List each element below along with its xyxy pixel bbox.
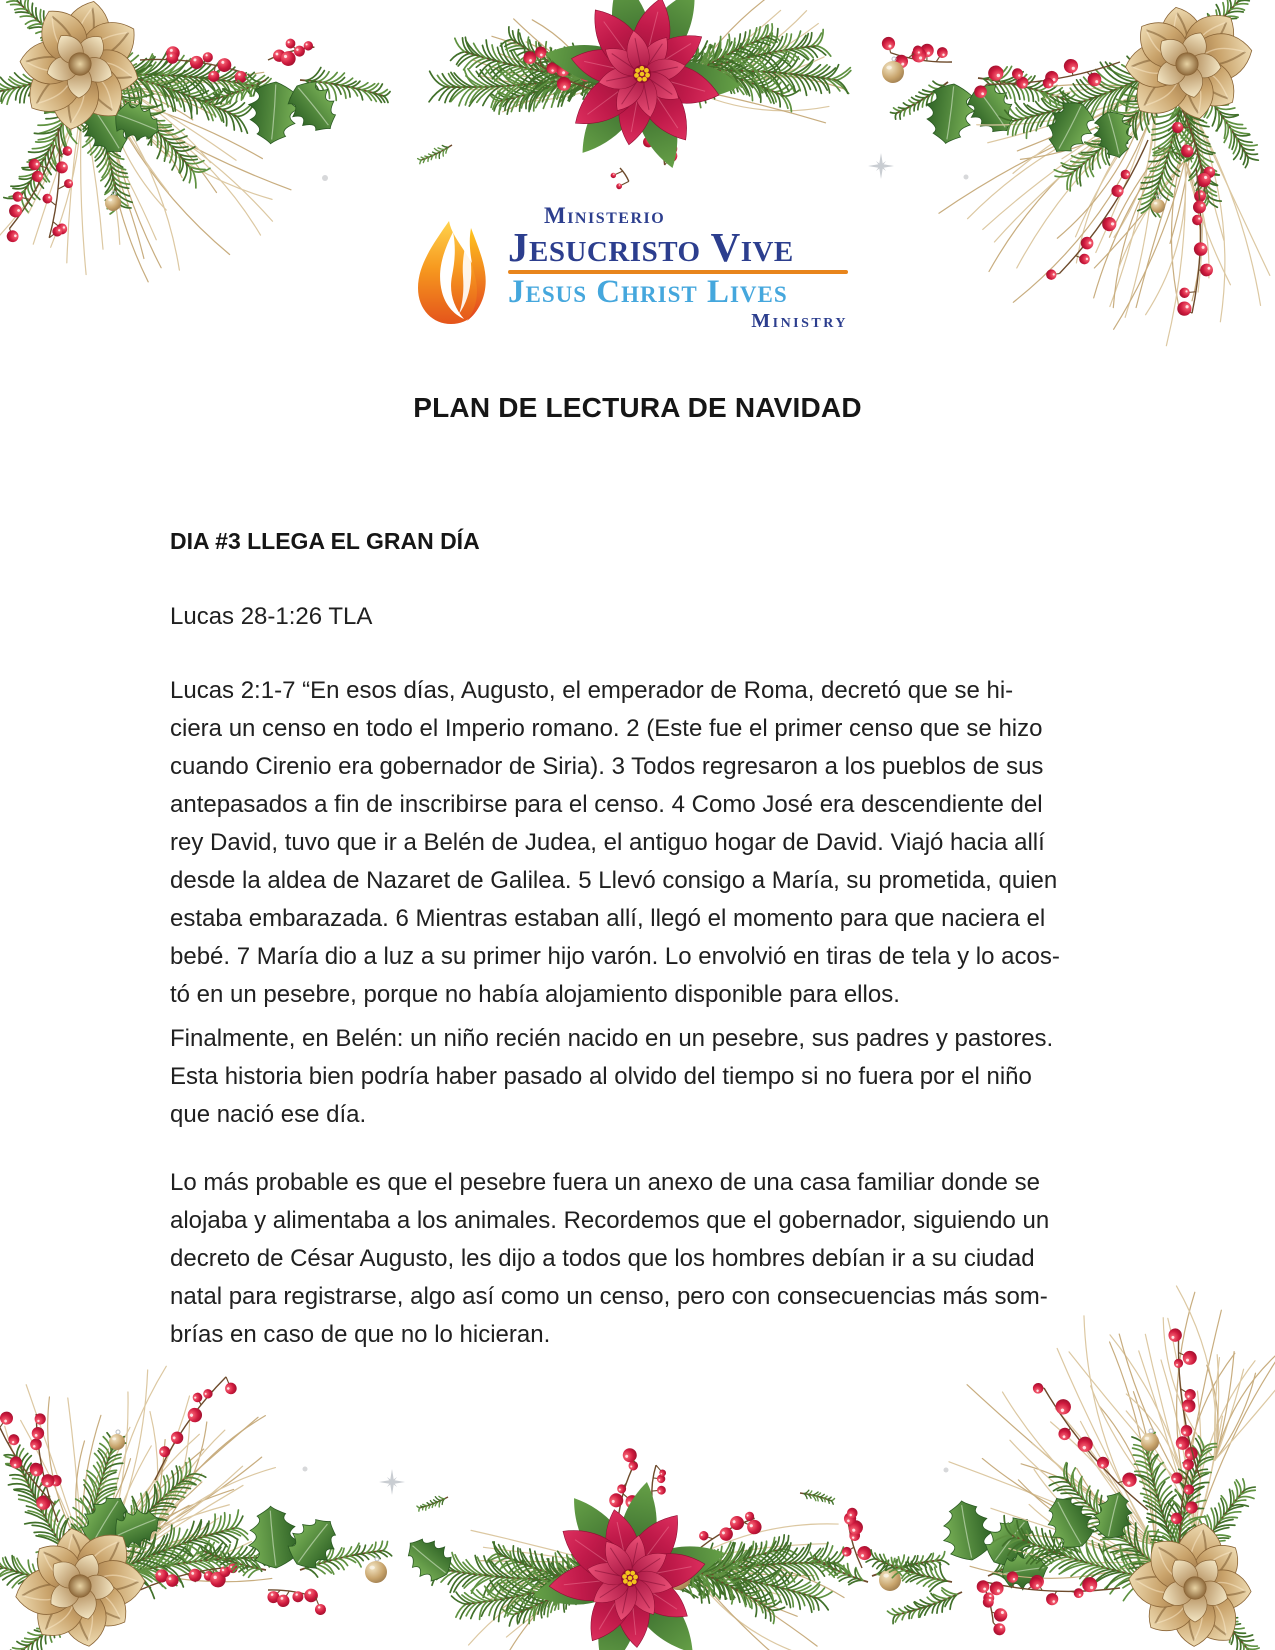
text-line: Finalmente, en Belén: un niño recién nacido en un pesebre, sus padres y pastores.	[170, 1025, 1054, 1052]
text-line: tó en un pesebre, porque no había alojamiento disponible para ellos.	[170, 981, 900, 1008]
tiny-dot-icon	[322, 175, 328, 181]
red-berries-icon	[0, 1408, 66, 1514]
logo-text	[508, 204, 848, 331]
document-title: PLAN DE LECTURA DE NAVIDAD	[413, 392, 862, 423]
gold-ornament-icon	[109, 1430, 125, 1450]
holly-leaf-icon	[398, 1528, 460, 1588]
holly-leaf-icon	[246, 80, 302, 146]
logo-jesus-christ-lives-label: Jesus Christ Lives	[508, 274, 788, 311]
text-line: decreto de César Augusto, les dijo a todos que los hombres debían ir a su ciudad	[170, 1245, 1035, 1272]
gold-ornament-icon	[365, 1557, 387, 1583]
tiny-dot-icon	[303, 1467, 308, 1472]
deco-garland-bottom	[398, 1446, 863, 1650]
paragraph-finalmente	[170, 1020, 1053, 1134]
poinsettia-icon	[517, 1465, 744, 1650]
poinsettia-icon	[525, 0, 760, 190]
pine-branch-icon	[416, 1493, 450, 1514]
pine-branch-icon	[886, 1582, 966, 1628]
red-berries-icon	[609, 167, 630, 190]
paragraph-luke-2-1-7	[170, 672, 1060, 1014]
logo-ministry-label: Ministry	[751, 309, 848, 332]
red-berries-icon	[265, 1580, 330, 1616]
flame-icon	[415, 220, 501, 326]
text-line: cuando Cirenio era gobernador de Siria). 3 Todos regresaron a los pueblos de sus	[170, 753, 1044, 780]
section-heading: DIA #3 LLEGA EL GRAN DÍA	[170, 528, 480, 554]
tiny-dot-icon	[944, 1468, 949, 1473]
text-line: bebé. 7 María dio a luz a su primer hijo varón. Lo envolvió en tiras de tela y lo acos-	[170, 943, 1060, 970]
text-line: desde la aldea de Nazaret de Galilea. 5 Llevó consigo a María, su prometida, quien	[170, 867, 1058, 894]
text-line: que nació ese día.	[170, 1101, 367, 1128]
deco-corner-top-right	[924, 0, 1275, 362]
text-line: ciera un censo en todo el Imperio romano. 2 (Este fue el primer censo que se hizo	[170, 715, 1043, 742]
deco-corner-top-left	[0, 0, 328, 307]
paragraph-pesebre	[170, 1164, 1049, 1354]
sparkle-icon	[868, 153, 894, 179]
holly-leaf-icon	[921, 81, 978, 147]
text-line: antepasados a fin de inscribirse para el censo. 4 Como José era descendiente del	[170, 791, 1043, 818]
text-line: Lo más probable es que el pesebre fuera un anexo de una casa familiar donde se	[170, 1169, 1040, 1196]
pine-branch-icon	[417, 141, 455, 167]
deco-holly-top-left	[196, 34, 392, 146]
deco-holly-top-right	[868, 34, 1078, 179]
holly-leaf-icon	[938, 1497, 997, 1565]
text-line: alojaba y alimentaba a los animales. Recordemos que el gobernador, siguiendo un	[170, 1207, 1050, 1234]
text-line: rey David, tuvo que ir a Belén de Judea, el antiguo hogar de David. Viajó hacia allí	[170, 829, 1045, 856]
tiny-dot-icon	[964, 175, 969, 180]
red-berries-icon	[22, 1412, 67, 1525]
logo-jesucristo-vive-label: Jesucristo Vive	[508, 224, 794, 270]
text-line: Esta historia bien podría haber pasado al olvido del tiempo si no fuera por el niño	[170, 1063, 1032, 1090]
ministry-logo	[415, 204, 855, 334]
text-line: Lucas 2:1-7 “En esos días, Augusto, el emperador de Roma, decretó que se hi-	[170, 677, 1014, 704]
pine-branch-icon	[799, 1487, 835, 1505]
text-line: natal para registrarse, algo así como un censo, pero con consecuencias más som-	[170, 1283, 1048, 1310]
dried-grass-icon	[1063, 1287, 1257, 1505]
red-berries-icon	[265, 34, 317, 70]
text-line: estaba embarazada. 6 Mientras estaban allí, llegó el momento para que naciera el	[170, 905, 1046, 932]
deco-corner-bottom-left	[0, 1345, 295, 1650]
text-line: brías en caso de que no lo hicieran.	[170, 1321, 551, 1348]
gold-bow-icon	[1121, 1516, 1258, 1650]
sparkle-icon	[379, 1469, 405, 1495]
scripture-reference: Lucas 28-1:26 TLA	[170, 603, 373, 630]
deco-holly-bottom-left	[196, 1467, 405, 1617]
logo-ministerio-label: Ministerio	[544, 203, 666, 228]
